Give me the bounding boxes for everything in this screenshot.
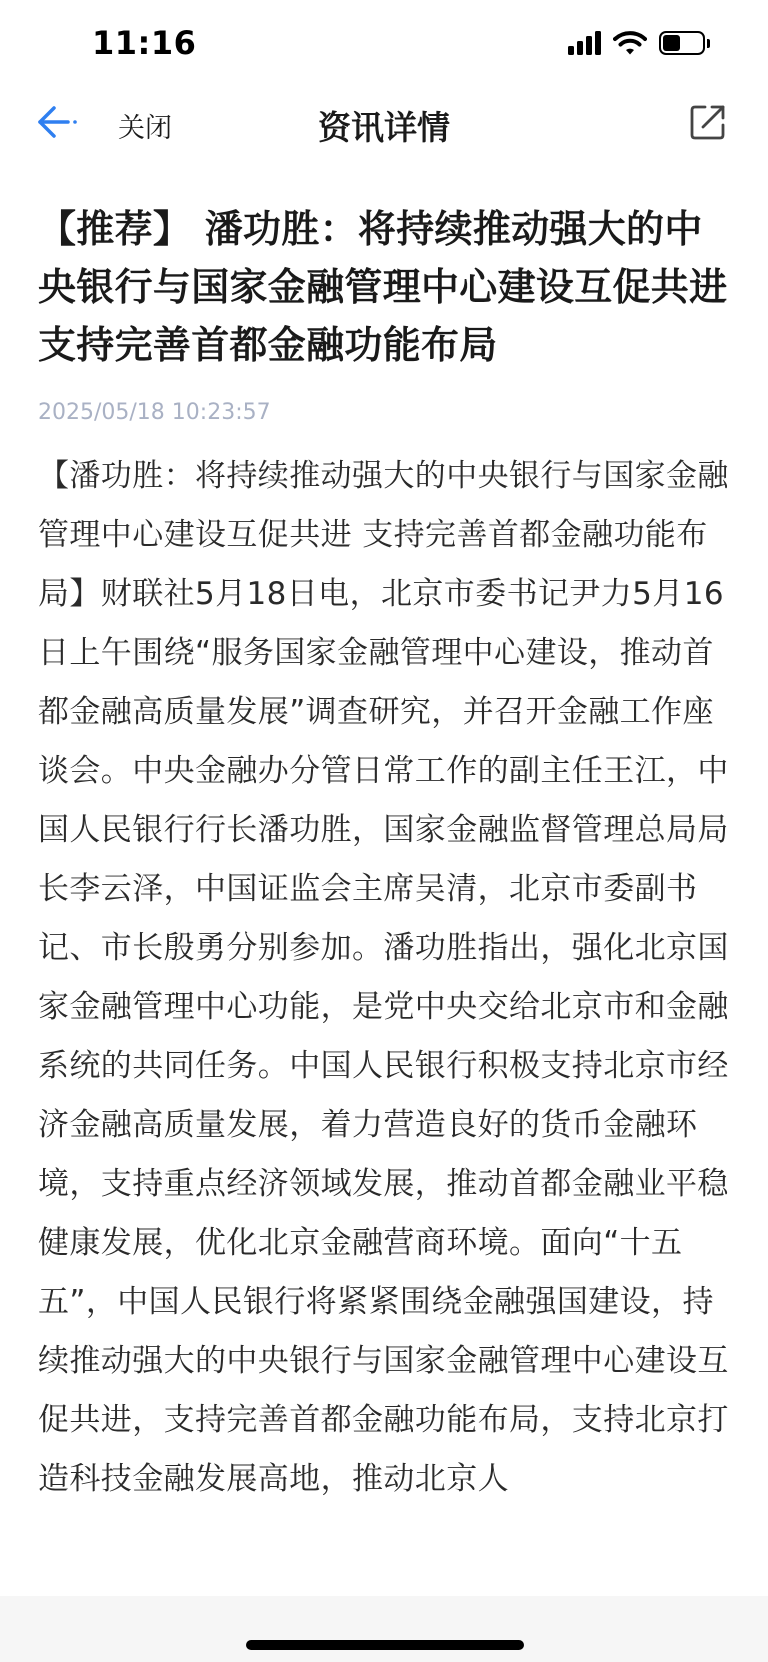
article-title: 【推荐】 潘功胜：将持续推动强大的中央银行与国家金融管理中心建设互促共进 支持完善首都金融功能布局 (38, 207, 728, 367)
article-timestamp: 2025/05/18 10:23:57 (38, 400, 271, 425)
article-body: 【潘功胜：将持续推动强大的中央银行与国家金融管理中心建设互促共进 支持完善首都金融功能布局】财联社5月18日电，北京市委书记尹力5月16日上午围绕“服务国家金融管理中心建设，推动首都金融高质量发展”调查研究，并召开金融工作座谈会。中央金融办分管日常工作的副主任王江，中国人民银行行长潘功胜，国家金融监督管理总局局长李云泽，中国证监会主席吴清，北京市委副书记、市长殷勇分别参加。潘功胜指出，强化北京国家金融管理中心功能，是党中央交给北京市和金融系统的共同任务。中国人民银行积极支持北京市经济金融高质量发展，着力营造良好的货币金融环境，支持重点经济领域发展，推动首都金融业平稳健康发展，优化北京金融营商环境。面向“十五五”，中国人民银行将紧紧围绕金融强国建设，持续推动强大的中央银行与国家金融管理中心建设互促共进，支持完善首都金融功能布局，支持北京打造科技金融发展高地，推动北京人 (38, 458, 729, 1497)
wifi-icon (613, 30, 647, 56)
signal-bars-icon (568, 31, 601, 55)
battery-fill (663, 35, 680, 51)
status-bar (0, 0, 768, 90)
article (38, 200, 732, 1509)
page-title: 资讯详情 (318, 108, 450, 147)
home-indicator-area (0, 1596, 768, 1662)
share-external-icon (688, 102, 728, 142)
close-button[interactable]: 关闭 (118, 113, 172, 144)
status-time: 11:16 (92, 24, 197, 62)
status-icons (568, 30, 710, 56)
share-button[interactable] (688, 102, 728, 142)
nav-bar (0, 92, 768, 154)
home-indicator[interactable] (246, 1640, 524, 1650)
battery-icon (659, 31, 710, 55)
